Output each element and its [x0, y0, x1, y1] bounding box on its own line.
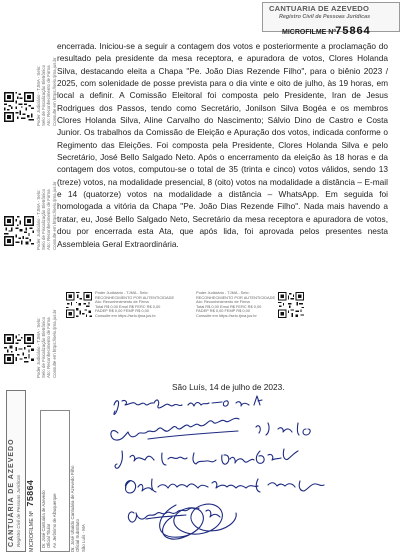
place-date: São Luís, 14 de julho de 2023.	[172, 382, 285, 392]
qr-code-2	[4, 216, 34, 246]
side-seal-1: Poder Judiciário - TJMA - Selo: Selo de Fiscalização Eletrônico Ato: Reconhecimento de Firma Consulte em https://selo.tjma.jus.br	[36, 57, 57, 126]
microfilm-label: MICROFILME Nº	[282, 29, 336, 36]
side-seal-2: Poder Judiciário - TJMA - Selo: Selo de Fiscalização Eletrônico Ato: Reconhecimento de Firma Consulte em https://selo.tjma.jus.br	[36, 181, 57, 250]
cartorio-officer-stamp: Dr. José Cantuária de Azevedo Oficial Titular Av. Jerônimo de Albuquerque	[40, 410, 70, 552]
registry-stamp-title: CANTUARIA DE AZEVEDO	[269, 4, 370, 13]
signature-seal-right: Poder Judiciário - TJMA - Selo: RECONHECIMENTO POR AUTENTICIDADE Ato: Reconhecimento de Firma Total R$ 0,00 Emol R$ FERC R$ 0,00 FADEP R$ 0,00 FEMP R$ 0,00 Consulte em https://selo.tjma.jus.br	[196, 290, 276, 318]
qr-code-seal-left	[66, 292, 92, 318]
microfilm-number: 75864	[335, 26, 371, 38]
qr-code-seal-right	[278, 292, 304, 318]
microfilm-stamp-bottom: MICROFILME Nº75864	[26, 479, 36, 552]
signature-seal-left: Poder Judiciário - TJMA - Selo: RECONHECIMENTO POR AUTENTICIDADE Ato: Reconhecimento de Firma Total R$ 0,00 Emol R$ FERC R$ 0,00 FADEP R$ 0,00 FEMP R$ 0,00 Consulte em https://selo.tjma.jus.br	[95, 290, 175, 318]
cartorio-stamp-bottom: CANTUÁRIA DE AZEVEDO Registro Civil de Pessoas Jurídicas	[6, 390, 26, 552]
qr-code-1	[4, 92, 34, 122]
qr-code-3	[4, 334, 34, 364]
signature-flourish	[160, 504, 237, 539]
signature-jose-bello	[114, 396, 262, 414]
oficial-stamp: Dr. José Ubaldo Cantuária de Azevedo Filho Oficial Substituto São Luís - MA	[70, 465, 86, 552]
signature-iran-passos	[115, 449, 298, 468]
signatures-block	[108, 393, 400, 553]
signature-clores-holanda	[111, 418, 310, 440]
side-seal-3: Poder Judiciário - TJMA - Selo: Selo de Fiscalização Eletrônico Ato: Reconhecimento de Firma Consulte em https://selo.tjma.jus.br	[36, 309, 57, 378]
minutes-text: encerrada. Iniciou-se a seguir a contagem dos votos e posteriormente a proclamação do resultado pela presidente da mesa receptora, e apuradora de votos, Clores Holanda Silva, destacando eleita a Chapa "Pe. João Dias Rezende Filho", para o biênio 2023 / 2025, com solenidade de posse prevista para o dia vinte e oito de julho, às 19 horas, em local a definir. A Comissão Eleitoral foi composta pelo Presidente, Iran de Jesus Rodrigues dos Passos, tendo como Secretário, Jonilson Silva Bogéa e os membros Clores Holanda Silva, Aline Carvalho do Nascimento; Sálvio Dino de Castro e Costa Junior. Os trabalhos da Comissão de Eleição e Apuração dos votos, indicada conforme o Regimento das Eleições. Foi composta pela Presidente, Clores Holanda Silva e pelo Secretário, José Bello Salgado Neto. Após o encerramento da eleição às 18 horas e da contagem dos votos, computou-se o total de 35 (trinta e cinco) votos válidos, sendo 13 (treze) votos, na modalidade presencial, 8 (oito) votos na modalidade a distância – E-mail e 14 (quatorze) votos na modalidade a distância – WhatsApp. Em seguida foi homologada a vitória da Chapa "Pe. João Dias Rezende Filho". Nada mais havendo a tratar, eu, José Bello Salgado Neto, Secretário da mesa receptora e apuradora de votos, dou por encerrada esta Ata, que após lida, foi aprovada pelos presentes nesta Assembleia Geral Extraordinária.	[57, 41, 388, 249]
registry-stamp-subtitle: Registro Civil de Pessoas Jurídicas	[279, 14, 371, 20]
signature-salvio-dino	[125, 479, 324, 493]
registry-stamp	[262, 2, 400, 32]
